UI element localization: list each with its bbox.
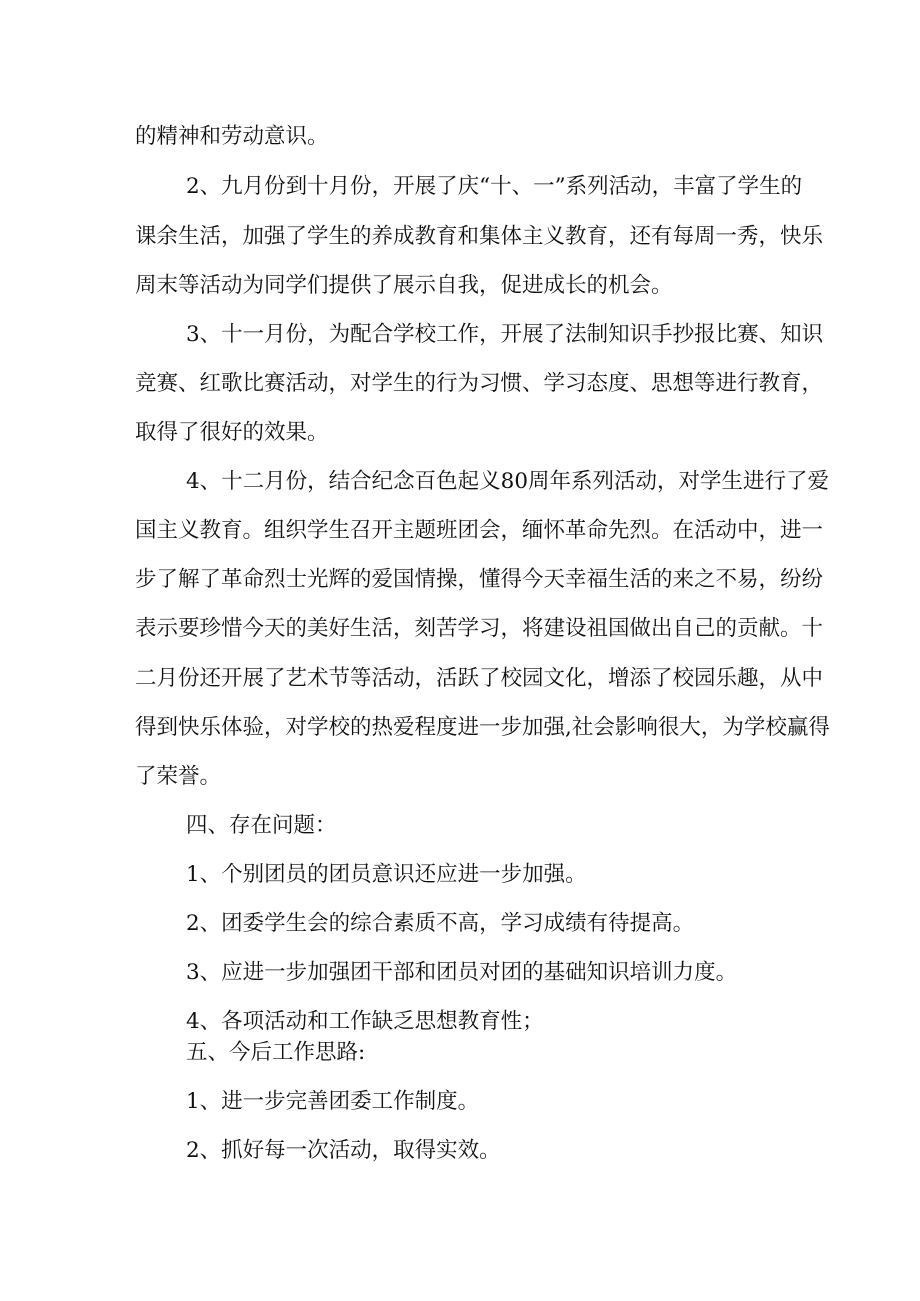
text-line: 竞赛、红歌比赛活动，对学生的行为习惯、学习态度、思想等进行教育， [135, 371, 824, 396]
text-line: 国主义教育。组织学生召开主题班团会，缅怀革命先烈。在活动中，进一 [135, 518, 824, 543]
list-item: 2、团委学生会的综合素质不高，学习成绩有待提高。 [186, 911, 695, 936]
section-heading: 四、存在问题： [186, 813, 337, 838]
text-line: 表示要珍惜今天的美好生活，刻苦学习，将建设祖国做出自己的贡献。十 [135, 616, 824, 641]
list-item: 2、抓好每一次活动，取得实效。 [186, 1138, 501, 1163]
list-item: 1、进一步完善团委工作制度。 [186, 1089, 480, 1114]
text-line: 得到快乐体验，对学校的热爱程度进一步加强,社会影响很大，为学校赢得 [135, 715, 830, 740]
text-line: 的精神和劳动意识。 [135, 124, 329, 149]
list-item: 1、个别团员的团员意识还应进一步加强。 [186, 862, 587, 887]
list-item: 4、各项活动和工作缺乏思想教育性； [186, 1009, 544, 1034]
text-line: 步了解了革命烈士光辉的爱国情操，懂得今天幸福生活的来之不易，纷纷 [135, 567, 824, 592]
text-line: 2、九月份到十月份，开展了庆“十、一”系列活动，丰富了学生的 [186, 174, 803, 199]
text-line: 了荣誉。 [135, 764, 222, 789]
text-line: 取得了很好的效果。 [135, 420, 329, 445]
text-line: 4、十二月份，结合纪念百色起义80周年系列活动，对学生进行了爱 [186, 469, 830, 494]
text-line: 二月份还开展了艺术节等活动，活跃了校园文化，增添了校园乐趣，从中 [135, 666, 824, 691]
list-item: 3、应进一步加强团干部和团员对团的基础知识培训力度。 [186, 960, 738, 985]
text-line: 课余生活，加强了学生的养成教育和集体主义教育，还有每周一秀，快乐 [135, 224, 824, 249]
text-line: 3、十一月份，为配合学校工作，开展了法制知识手抄报比赛、知识 [186, 322, 824, 347]
text-line: 周末等活动为同学们提供了展示自我，促进成长的机会。 [135, 273, 673, 298]
section-heading: 五、今后工作思路: [186, 1040, 366, 1065]
